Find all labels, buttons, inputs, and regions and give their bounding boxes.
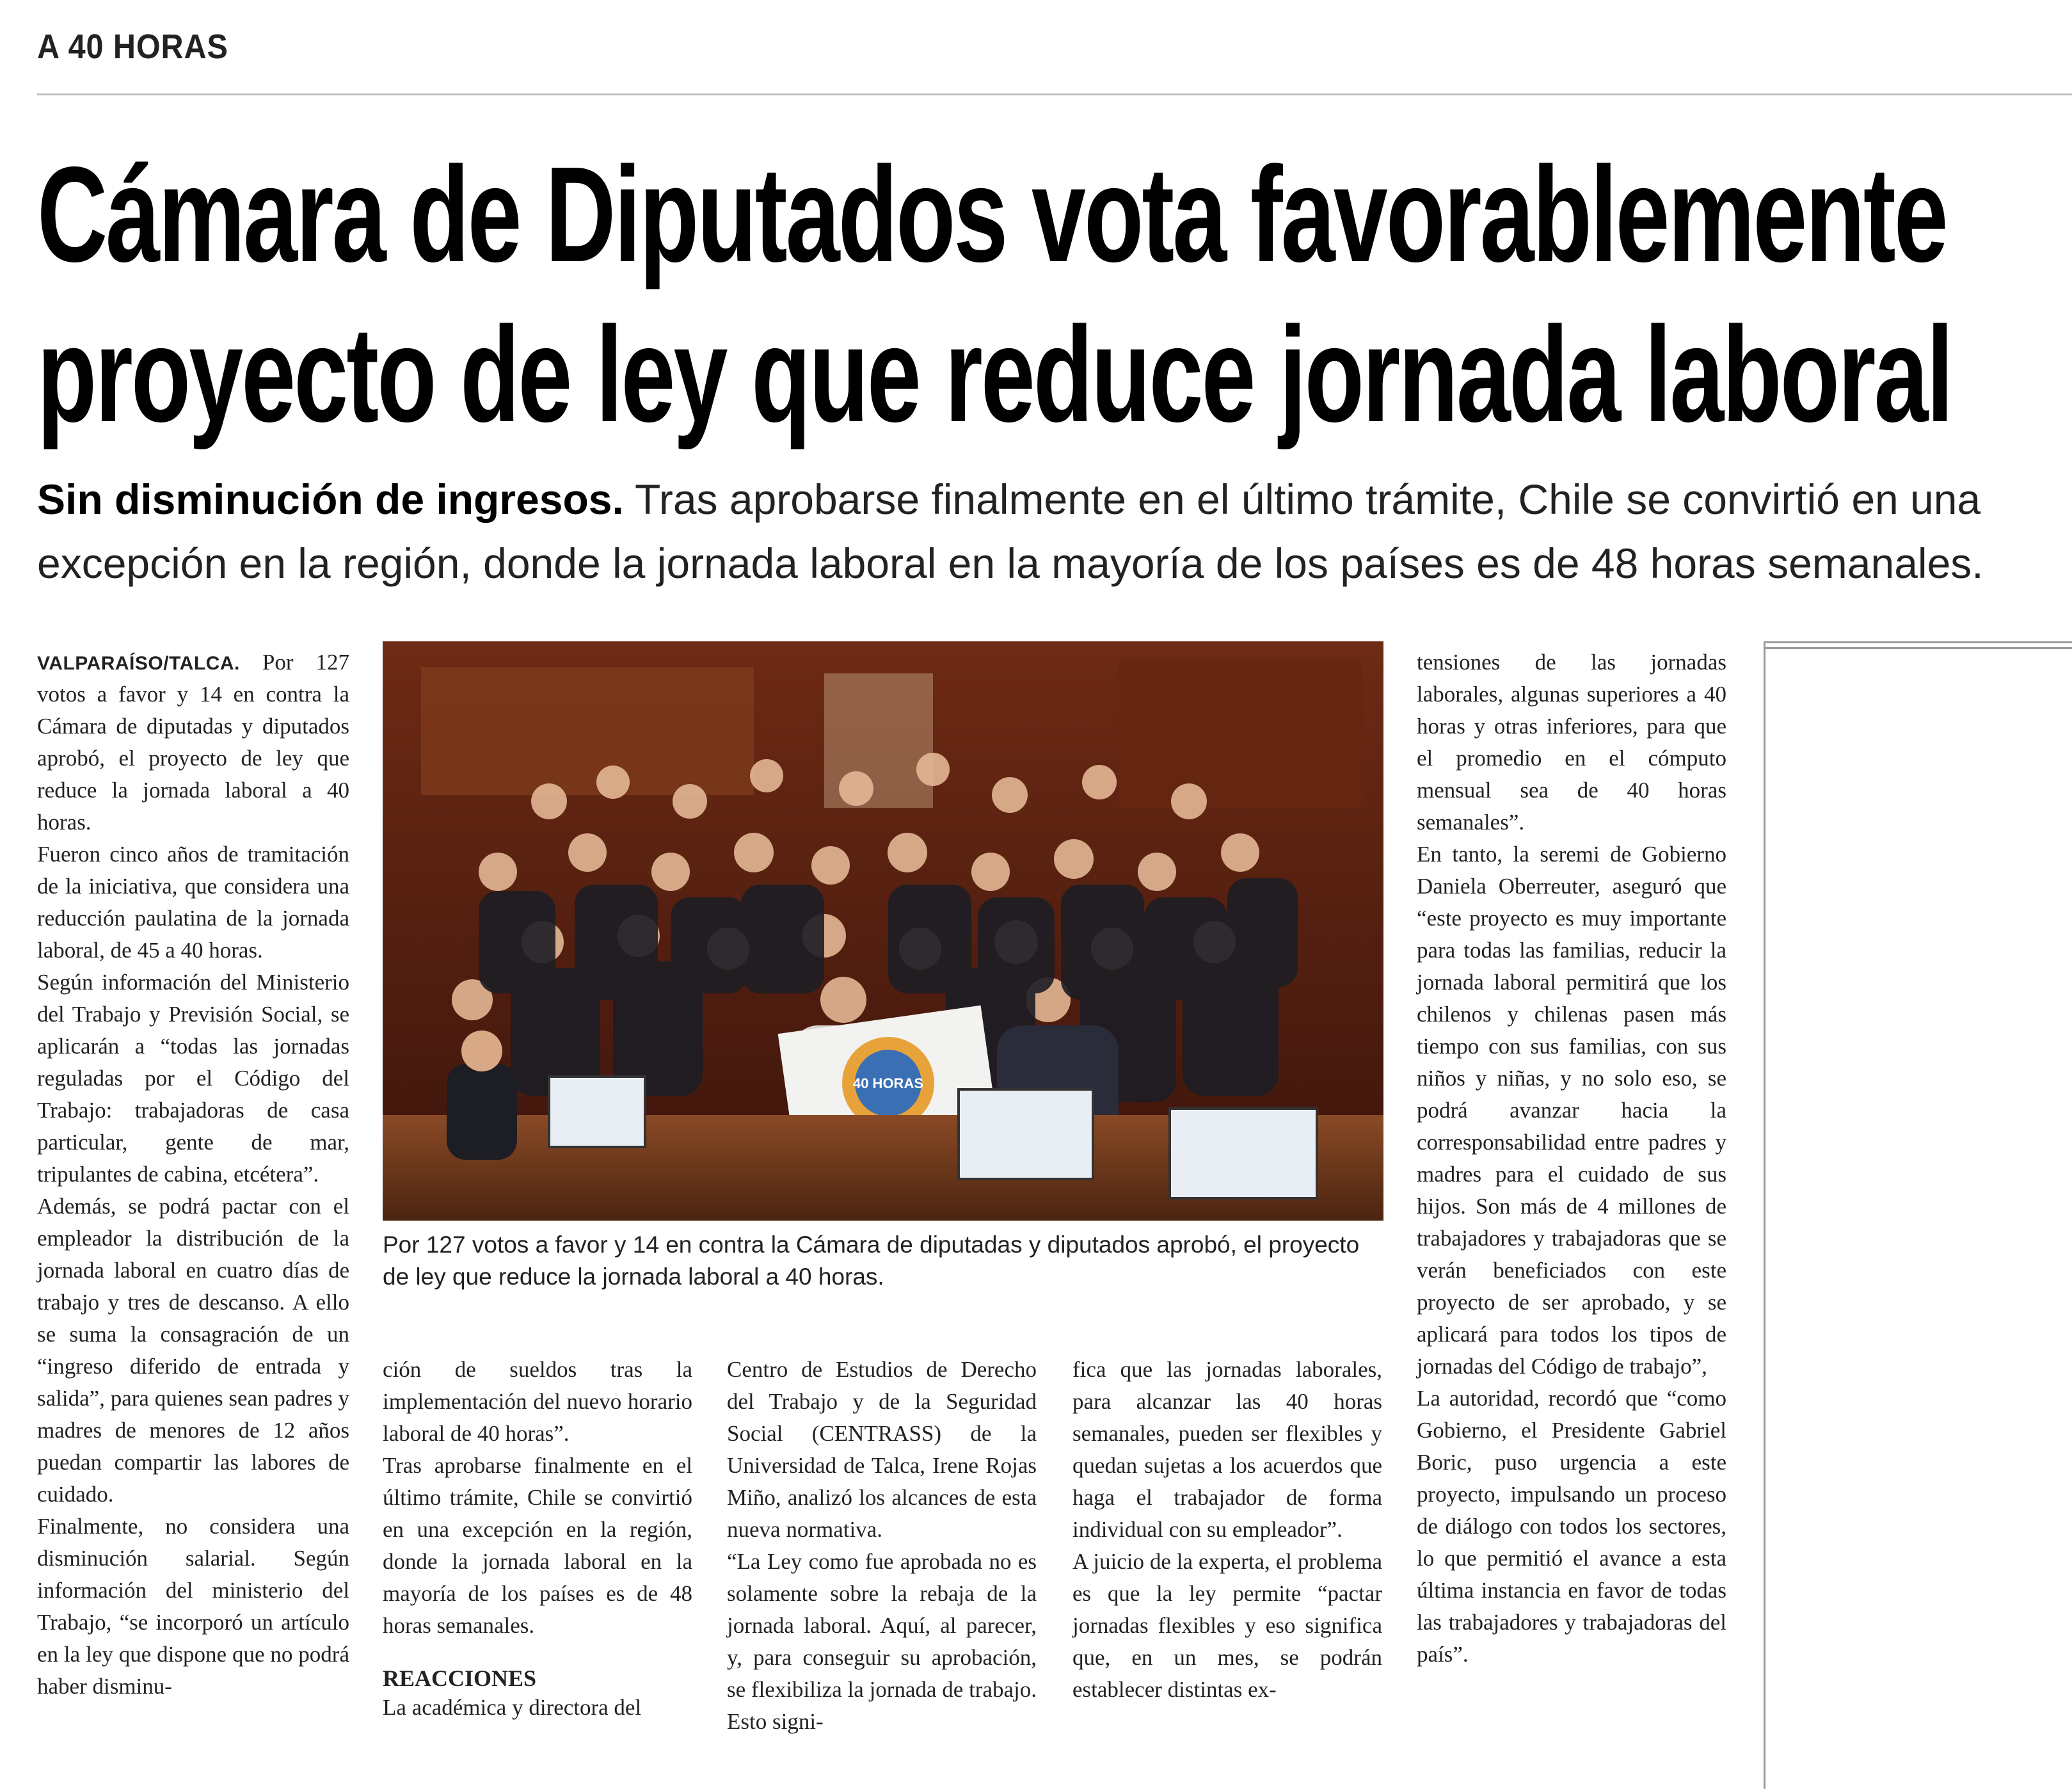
section-label: A 40 HORAS	[37, 28, 228, 66]
paragraph-text: Por 127 votos a favor y 14 en contra la Cámara de diputadas y diputados aprobó, el proyecto de ley que reduce la jornada laboral a 40 horas.	[37, 650, 349, 835]
article-column-3	[727, 1354, 1037, 1738]
paragraph: La autoridad, recordó que “como Gobierno, el Presidente Gabriel Boric, puso urgencia a este proyecto, impulsando un proceso de diálogo con todos los sectores, lo que permitió el avance a esta última instancia en favor de todas las trabajadores y trabajadoras del país”.	[1417, 1386, 1726, 1667]
paragraph: Fueron cinco años de tramitación de la iniciativa, que considera una reducción paulatina de la jornada laboral, de 45 a 40 horas.	[37, 842, 349, 963]
article-column-5	[1417, 646, 1726, 1671]
paragraph: tensiones de las jornadas laborales, algunas superiores a 40 horas y otras inferiores, para que el promedio en el cómputo mensual sea de 40 horas semanales”.	[1417, 650, 1726, 835]
flag-text: 40 HORAS	[852, 1075, 924, 1091]
photo-caption: Por 127 votos a favor y 14 en contra la Cámara de diputadas y diputados aprobó, el proyecto de ley que reduce la jornada laboral a 40 horas.	[383, 1231, 1360, 1290]
paragraph: “La Ley como fue aprobada no es solamente sobre la rebaja de la jornada laboral. Aquí, al parecer, y, para conseguir su aprobación, se flexibiliza la jornada de trabajo. Esto signi-	[727, 1549, 1037, 1734]
adjacent-article-frame	[1764, 641, 2072, 1789]
paragraph: fica que las jornadas laborales, para alcanzar las 40 horas semanales, pueden ser flexibles y quedan sujetas a los acuerdos que haga el trabajador de forma individual con su empleador”.	[1072, 1357, 1382, 1542]
headline	[37, 134, 1952, 454]
paragraph: Según información del Ministerio del Trabajo y Previsión Social, se aplicarán a “todas las jornadas reguladas por el Código del Trabajo: trabajadoras de casa particular, gente de mar, tripulantes de cabina, etcétera”.	[37, 970, 349, 1187]
subheading-reacciones: REACCIONES	[383, 1665, 537, 1691]
deck-lead: Sin disminución de ingresos.	[37, 476, 624, 523]
paragraph: A juicio de la experta, el problema es que la ley permite “pactar jornadas flexibles y eso significa que, en un mes, se podrán establecer distintas ex-	[1072, 1549, 1382, 1702]
paragraph: En tanto, la seremi de Gobierno Daniela Oberreuter, aseguró que “este proyecto es muy importante para todas las familias, reducir la jornada laboral permitirá que los chilenos y chilenas pasen más tiempo con sus familias, con sus niños y niñas, y no solo eso, se podrá avanzar hacia la corresponsabilidad entre padres y madres para el cuidado de sus hijos. Son más de 4 millones de trabajadores y trabajadoras que se verán beneficiados con este proyecto de ser aprobado, y se aplicará para todos los tipos de jornadas del Código de trabajo”,	[1417, 842, 1726, 1379]
paragraph: La académica y directora del	[383, 1695, 642, 1720]
news-photo	[383, 641, 1383, 1221]
article-column-2	[383, 1354, 692, 1724]
article-column-4	[1072, 1354, 1382, 1706]
paragraph: Finalmente, no considera una disminución salarial. Según información del ministerio del Trabajo, “se incorporó un artículo en la ley que dispone que no podrá haber disminu-	[37, 1514, 349, 1699]
dateline: VALPARAÍSO/TALCA.	[37, 653, 240, 674]
article-column-1	[37, 646, 349, 1703]
paragraph: Centro de Estudios de Derecho del Trabajo y de la Seguridad Social (CENTRASS) de la Universidad de Talca, Irene Rojas Miño, analizó los alcances de esta nueva normativa.	[727, 1357, 1037, 1542]
headline-line-2: proyecto de ley que reduce jornada laboral	[37, 298, 1952, 450]
paragraph: ción de sueldos tras la implementación del nuevo horario laboral de 40 horas”.	[383, 1357, 692, 1446]
paragraph: Además, se podrá pactar con el empleador la distribución de la jornada laboral en cuatro días de trabajo y tres de descanso. A ello se suma la consagración de un “ingreso diferido de entrada y salida”, para quienes sean padres y madres de menores de 12 años puedan compartir las labores de cuidado.	[37, 1194, 349, 1507]
paragraph: Tras aprobarse finalmente en el último trámite, Chile se convirtió en una excepción en la región, donde la jornada laboral en la mayoría de los países es de 48 horas semanales.	[383, 1453, 692, 1638]
paragraph	[37, 646, 349, 838]
deck-text: Tras aprobarse finalmente en el último trámite, Chile se convirtió en una excepción en la región, donde la jornada laboral en la mayoría de los países es de 48 horas semanales.	[37, 476, 1984, 587]
headline-line-1: Cámara de Diputados vota favorablemente	[37, 138, 1947, 290]
deck-subtitle	[37, 467, 2046, 595]
header-rule	[37, 93, 2072, 95]
